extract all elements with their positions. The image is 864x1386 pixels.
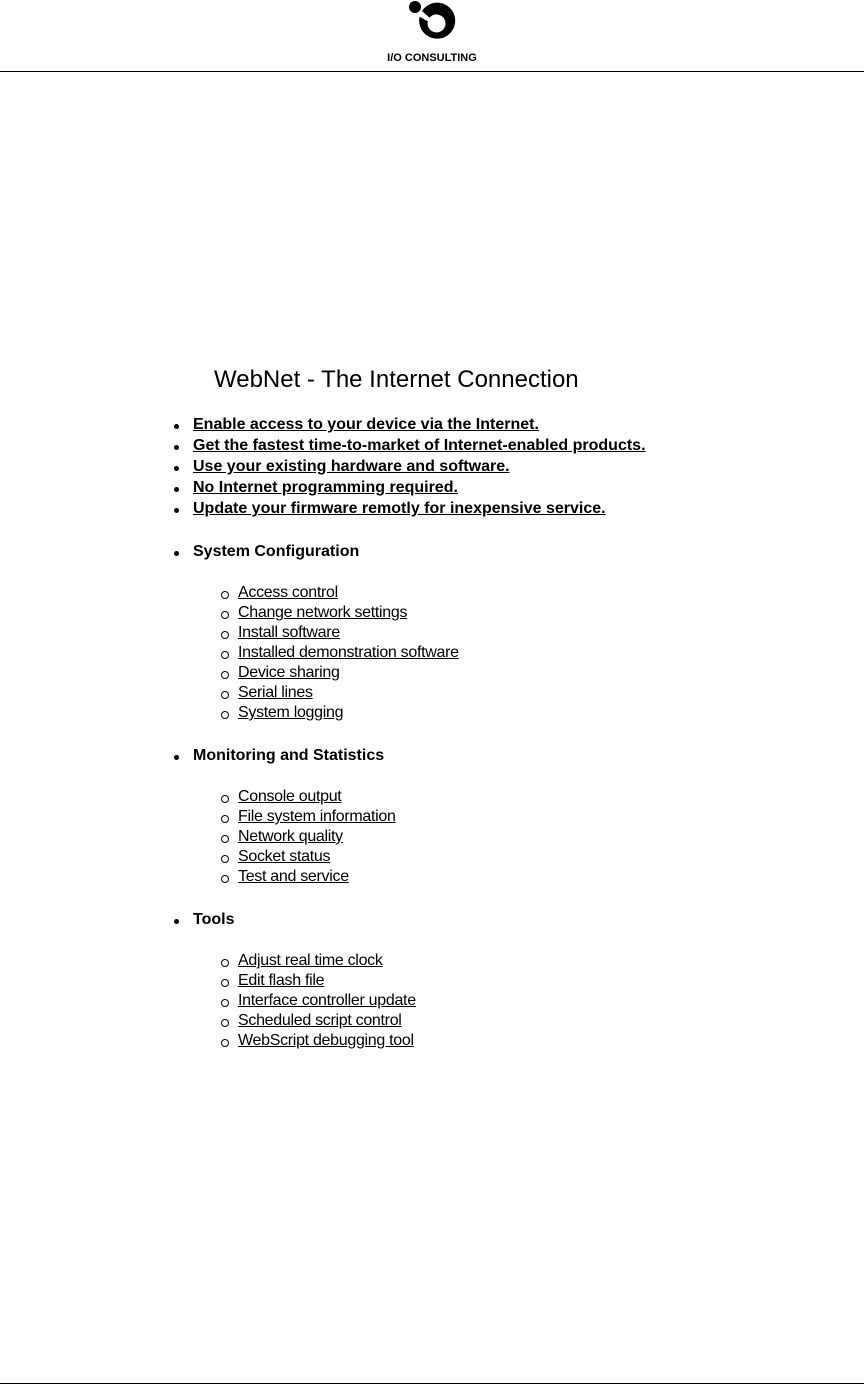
link-serial-lines[interactable]: Serial lines	[238, 684, 313, 701]
list-item	[164, 827, 784, 847]
list-item	[164, 703, 784, 723]
list-item	[164, 847, 784, 867]
list-item	[164, 787, 784, 807]
list-item	[164, 991, 784, 1011]
link-list	[164, 583, 784, 723]
list-item	[164, 623, 784, 643]
feature-link[interactable]: Enable access to your device via the Internet.	[193, 416, 539, 433]
link-edit-flash-file[interactable]: Edit flash file	[238, 972, 325, 989]
section-system-configuration	[164, 541, 784, 723]
feature-link[interactable]: Use your existing hardware and software.	[193, 458, 510, 475]
section-tools	[164, 909, 784, 1051]
list-item	[164, 1031, 784, 1051]
list-item	[164, 663, 784, 683]
footer-divider	[0, 1383, 864, 1384]
link-network-quality[interactable]: Network quality	[238, 828, 343, 845]
list-item	[164, 683, 784, 703]
link-console-output[interactable]: Console output	[238, 788, 342, 805]
link-list	[164, 951, 784, 1051]
feature-item	[164, 414, 784, 435]
feature-link[interactable]: Update your firmware remotly for inexpensive service.	[193, 500, 606, 517]
main-content	[164, 362, 784, 1051]
section-heading: Tools	[164, 909, 784, 930]
link-change-network-settings[interactable]: Change network settings	[238, 604, 408, 621]
header-divider	[0, 71, 864, 72]
link-device-sharing[interactable]: Device sharing	[238, 664, 340, 681]
feature-link[interactable]: No Internet programming required.	[193, 479, 458, 496]
page-title: WebNet - The Internet Connection	[214, 366, 579, 393]
feature-list	[164, 414, 784, 519]
logo-text: I/O CONSULTING	[387, 52, 477, 64]
feature-item	[164, 477, 784, 498]
feature-item	[164, 498, 784, 519]
company-logo	[376, 0, 488, 70]
list-item	[164, 807, 784, 827]
io-logo-icon	[406, 0, 458, 50]
list-item	[164, 1011, 784, 1031]
link-scheduled-script-control[interactable]: Scheduled script control	[238, 1012, 402, 1029]
link-system-logging[interactable]: System logging	[238, 704, 344, 721]
feature-item	[164, 456, 784, 477]
link-install-software[interactable]: Install software	[238, 624, 340, 641]
feature-item	[164, 435, 784, 456]
list-item	[164, 643, 784, 663]
feature-link[interactable]: Get the fastest time-to-market of Internet-enabled products.	[193, 437, 646, 454]
link-access-control[interactable]: Access control	[238, 584, 338, 601]
section-monitoring-and-statistics	[164, 745, 784, 887]
link-interface-controller-update[interactable]: Interface controller update	[238, 992, 416, 1009]
link-installed-demonstration-software[interactable]: Installed demonstration software	[238, 644, 459, 661]
list-item	[164, 951, 784, 971]
link-adjust-real-time-clock[interactable]: Adjust real time clock	[238, 952, 383, 969]
list-item	[164, 603, 784, 623]
section-heading: Monitoring and Statistics	[164, 745, 784, 766]
link-webscript-debugging-tool[interactable]: WebScript debugging tool	[238, 1032, 414, 1049]
list-item	[164, 867, 784, 887]
list-item	[164, 971, 784, 991]
link-socket-status[interactable]: Socket status	[238, 848, 331, 865]
link-list	[164, 787, 784, 887]
link-test-and-service[interactable]: Test and service	[238, 868, 349, 885]
section-heading: System Configuration	[164, 541, 784, 562]
link-file-system-information[interactable]: File system information	[238, 808, 396, 825]
list-item	[164, 583, 784, 603]
